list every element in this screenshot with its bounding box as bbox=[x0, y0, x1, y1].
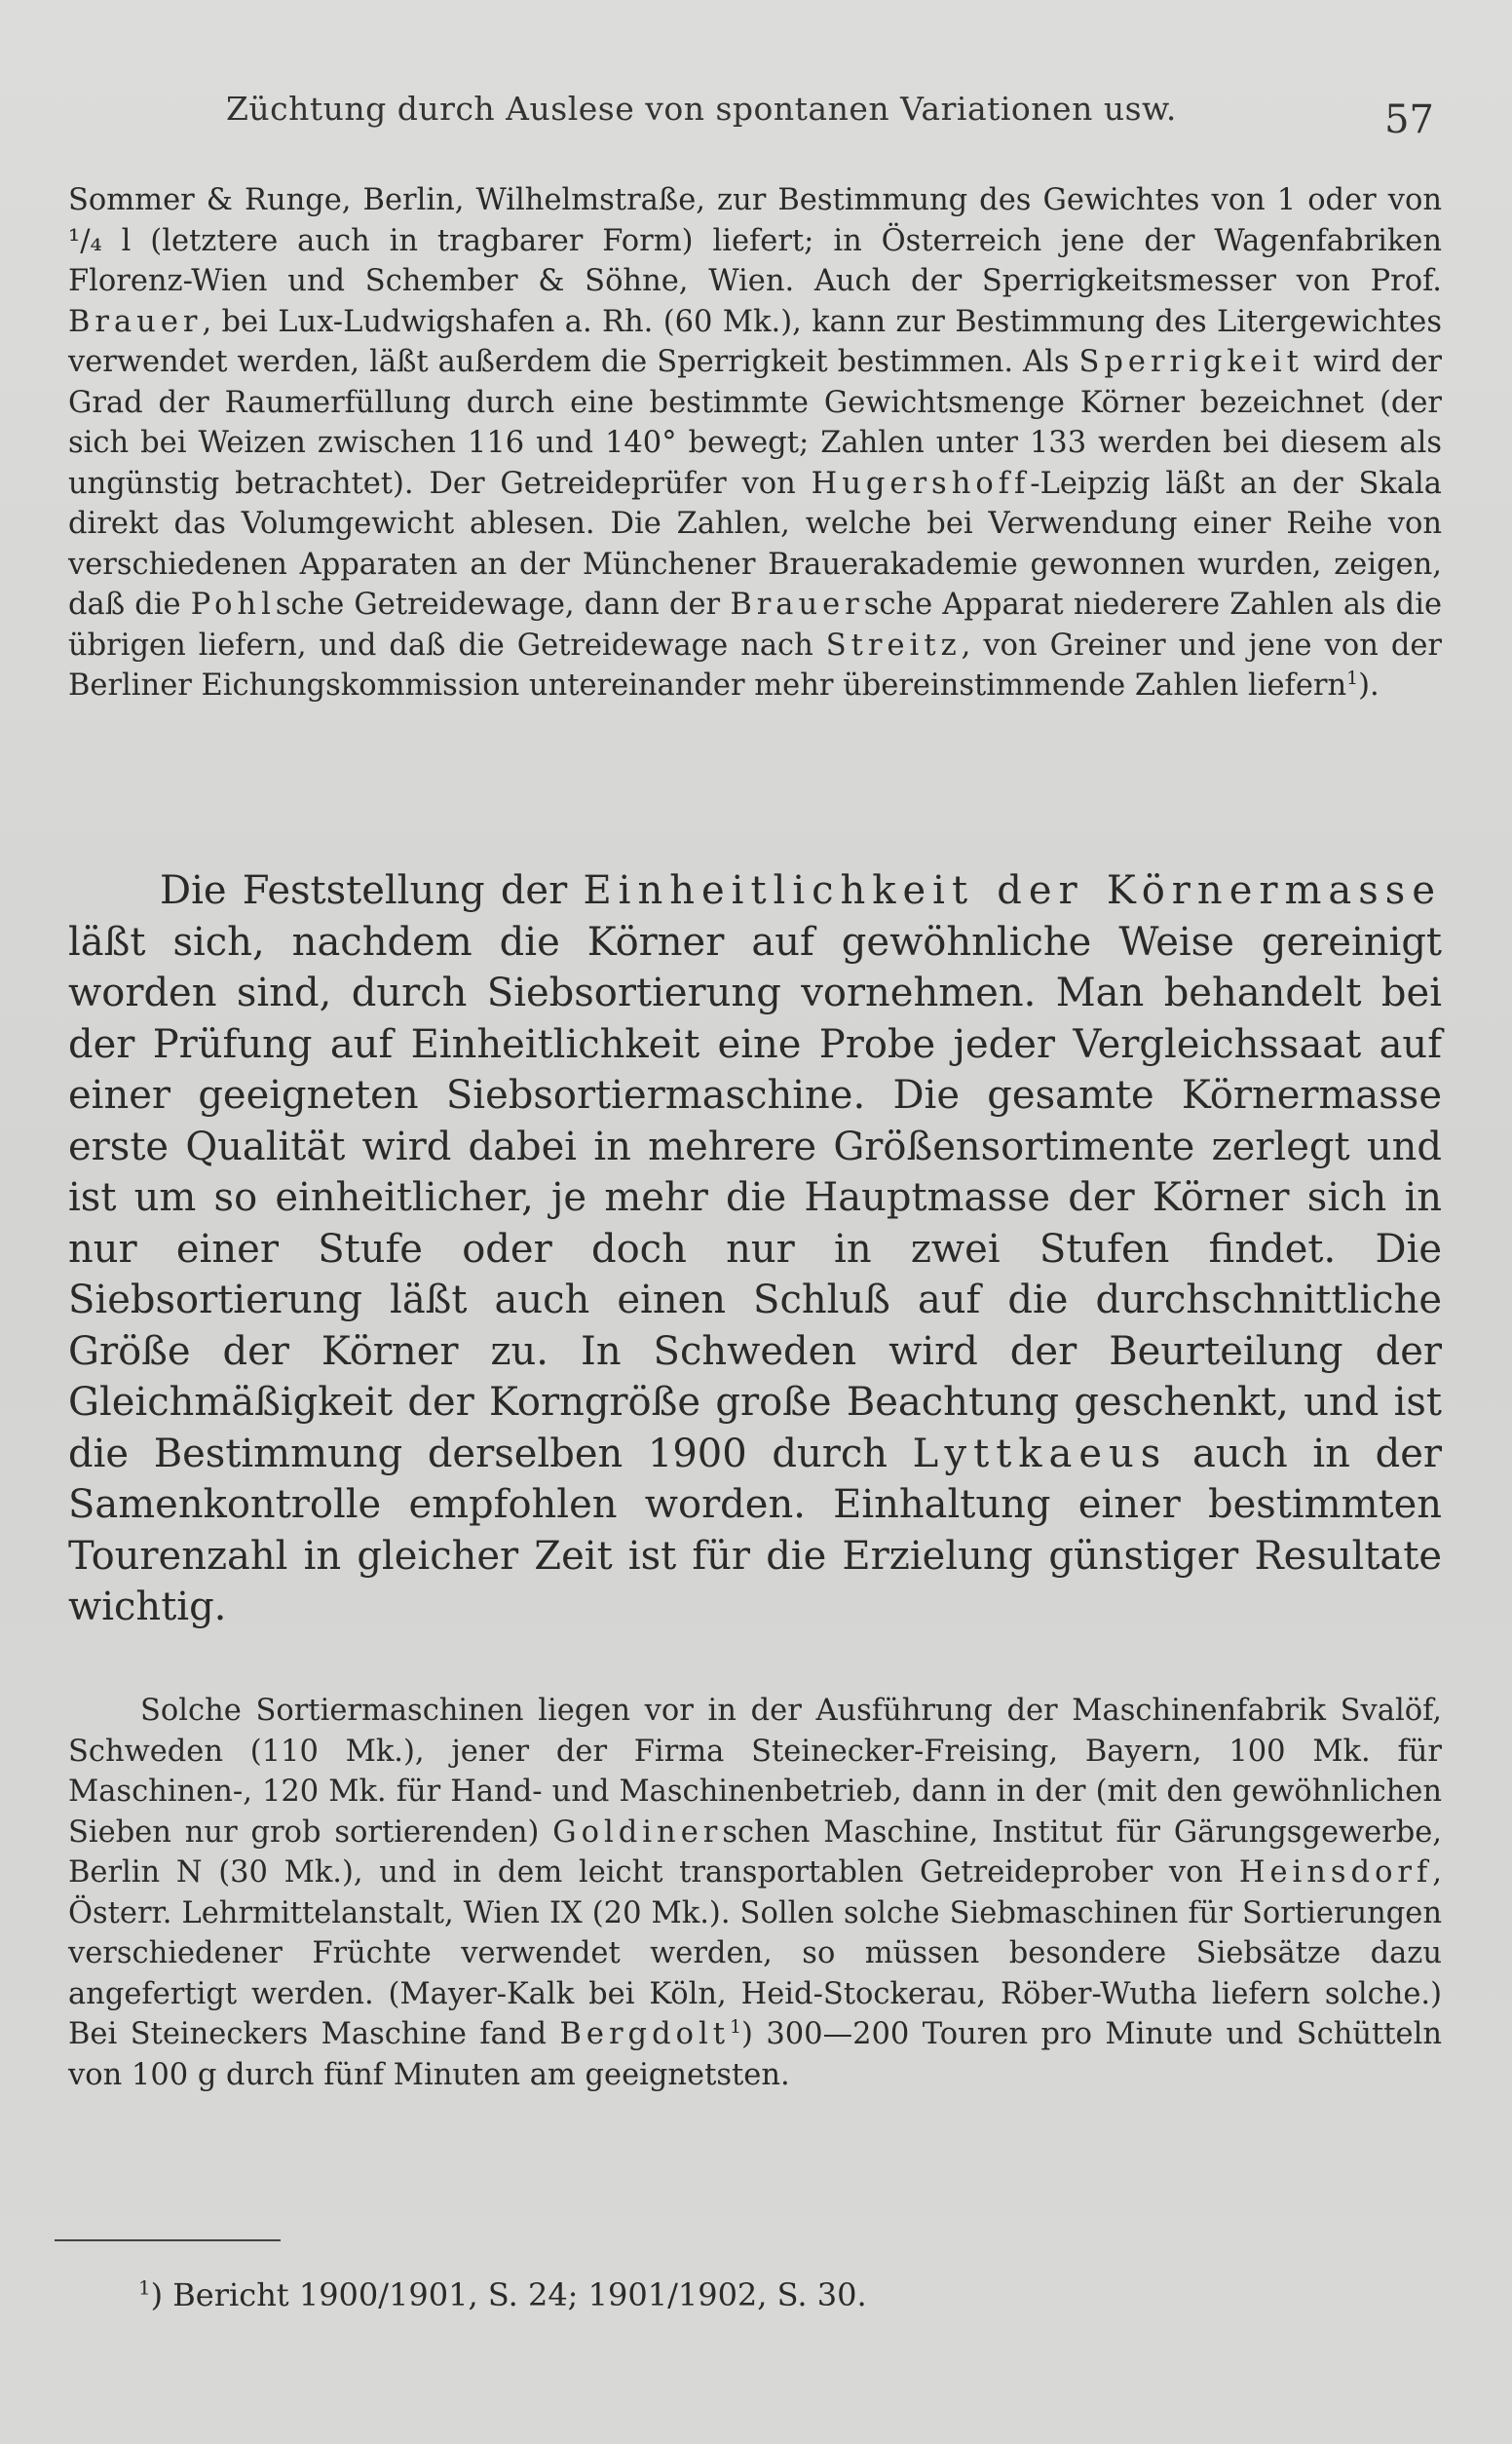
page-header bbox=[226, 90, 1434, 148]
paragraph-sorting-machines bbox=[68, 1691, 1442, 2095]
running-title: Züchtung durch Auslese von spontanen Variationen usw. bbox=[226, 90, 1177, 128]
text-run: wird der Grad der Raumerfüllung durch eine bestimmte Gewichtsmenge Körner bezeichnet (der sich bei Weizen zwischen 116 und 140° bewegt; Zahlen unter 133 werden bei diesem als ungünstig betrachtet). Der Getreideprüfer von bbox=[68, 345, 1442, 501]
page-number: 57 bbox=[1384, 97, 1434, 142]
paragraph-uniformity bbox=[68, 865, 1442, 1633]
text-run: schen Maschine, Institut für Gärungsgewerbe, Berlin N (30 Mk.), und in dem leicht transportablen Getreideprober von bbox=[68, 1814, 1443, 1890]
text-run: sche Apparat niederere Zahlen als die übrigen liefern, und daß die Getreidewage nach bbox=[68, 588, 1443, 663]
footnote-text: ) Bericht 1900/1901, S. 24; 1901/1902, S. 30. bbox=[150, 2276, 867, 2313]
footnote-number: 1 bbox=[138, 2276, 151, 2300]
name-brauer: Brauer bbox=[68, 304, 203, 339]
name-goldiner: Goldiner bbox=[552, 1814, 723, 1850]
name-bergdolt: Bergdolt bbox=[559, 2017, 730, 2051]
name-hugershoff: Hugershoff bbox=[811, 466, 1031, 501]
footnote-marker: 1 bbox=[1346, 667, 1359, 689]
text-run: , bei Lux-Ludwigshafen a. Rh. (60 Mk.), kann zur Bestimmung des Litergewichtes verwendet werden, läßt außerdem die Sperrigkeit bestimmen. Als bbox=[68, 304, 1442, 379]
text-run: , Österr. Lehrmittelanstalt, Wien IX (20 Mk.). Sollen solche Siebmaschinen für Sortierungen verschiedener Früchte verwendet werden, so müssen besondere Siebsätze dazu angefertigt werden. (Mayer-Kalk bei Köln, Heid-Stockerau, Röber-Wutha liefern solche.) Bei Steineckers Maschine fand bbox=[68, 1855, 1442, 2051]
name-heinsdorf: Heinsdorf bbox=[1238, 1855, 1433, 1890]
name-lyttkaeus: Lyttkaeus bbox=[912, 1431, 1168, 1476]
text-run: auch in der Samenkontrolle empfohlen worden. Einhaltung einer bestimmten Tourenzahl in gleicher Zeit ist für die Erzielung günstiger Resultate wichtig. bbox=[68, 1431, 1442, 1629]
text-run: Sommer & Runge, Berlin, Wilhelmstraße, zur Bestimmung des Gewichtes von 1 oder von ¹/₄ l (letztere auch in tragbarer Form) liefert; in Österreich jene der Wagenfabriken Florenz-Wien und Schember & Söhne, Wien. Auch der Sperrigkeitsmesser von Prof. bbox=[68, 183, 1442, 298]
text-run: -Leipzig läßt an der Skala direkt das Volumgewicht ablesen. Die Zahlen, welche bei Verwendung einer Reihe von verschiedenen Apparaten an der Münchener Brauerakademie gewonnen wurden, zeigen, daß die bbox=[68, 466, 1442, 622]
text-run: ). bbox=[1358, 668, 1380, 703]
text-run: sche Getreidewage, dann der bbox=[275, 588, 721, 622]
footnote bbox=[138, 2276, 867, 2313]
text-run: läßt sich, nachdem die Körner auf gewöhnliche Weise gereinigt worden sind, durch Siebsortierung vornehmen. Man behandelt bei der Prüfung auf Einheitlichkeit eine Probe jeder Vergleichssaat auf einer geeigneten Siebsortiermaschine. Die gesamte Körnermasse erste Qualität wird dabei in mehrere Größensortimente zerlegt und ist um so einheitlicher, je mehr die Hauptmasse der Körner sich in nur einer Stufe oder doch nur in zwei Stufen findet. Die Siebsortierung läßt auch einen Schluß auf die durchschnittliche Größe der Körner zu. In Schweden wird der Beurteilung der Gleichmäßigkeit der Korngröße große Beachtung geschenkt, und ist die Bestimmung derselben 1900 durch bbox=[68, 919, 1442, 1476]
text-run: Solche Sortiermaschinen liegen vor in der Ausführung der Maschinenfabrik Svalöf, Schweden (110 Mk.), jener der Firma Steinecker-Freising, Bayern, 100 Mk. für Maschinen-, 120 Mk. für Hand- und Maschinenbetrieb, dann in der (mit den gewöhnlichen Sieben nur grob sortierenden) bbox=[68, 1694, 1442, 1850]
text-run: , von Greiner und jene von der Berliner Eichungskommission untereinander mehr übereinstimmende Zahlen liefern bbox=[68, 628, 1442, 703]
name-streitz: Streitz bbox=[825, 628, 962, 663]
text-run: Die Feststellung der bbox=[160, 868, 568, 913]
name-pohl: Pohl bbox=[190, 588, 276, 622]
name-brauer-2: Brauer bbox=[730, 588, 864, 622]
footnote-divider bbox=[55, 2239, 281, 2241]
footnote-marker: 1 bbox=[729, 2015, 741, 2038]
term-sperrigkeit: Sperrigkeit bbox=[1078, 345, 1304, 379]
text-run: ) 300—200 Touren pro Minute und Schütteln von 100 g durch fünf Minuten am geeignetsten. bbox=[68, 2017, 1442, 2092]
term-einheitlichkeit: Einheitlichkeit der Körnermasse bbox=[583, 868, 1442, 913]
paragraph-equipment-continued bbox=[68, 180, 1442, 706]
